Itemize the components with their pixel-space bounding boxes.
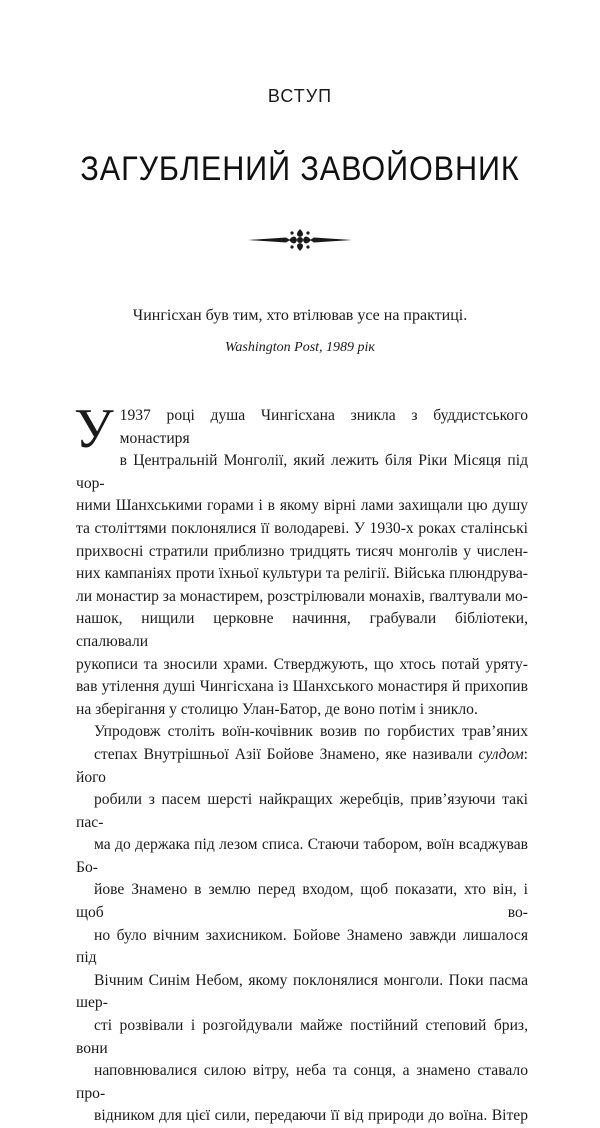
fleuron-ornament-icon	[246, 226, 354, 254]
text-line: робили з пасем шерсті найкращих жеребців, прив’язуючи такі пас-	[76, 791, 528, 831]
text-segment: степах Внутрішньої Азії Бойове Знамено, яке називали	[94, 745, 479, 763]
text-line: Упродовж століть воїн-кочівник возив по горбистих трав’яних	[94, 723, 528, 741]
text-line: ма до держака під лезом списа. Стаючи табором, воїн всаджував Бо-	[76, 836, 528, 876]
text-segment: : його	[76, 745, 528, 786]
section-label: ВСТУП	[267, 86, 333, 106]
text-line: прихвосні стратили приблизно тридцять тисяч монголів у числен-	[76, 542, 528, 560]
text-line: наповнювалися силою вітру, неба та сонця, а знамено ставало про-	[76, 1062, 528, 1102]
epigraph-quote: Чингісхан був тим, хто втілював усе на практиці.	[132, 307, 468, 324]
text-line: рукописи та зносили храми. Стверджують, що хтось потай урятy-	[76, 655, 528, 673]
drop-cap: У	[74, 398, 114, 460]
text-line: на зберігання у столицю Улан-Батор, де воно потім і зникло.	[76, 700, 478, 718]
paragraph-1	[74, 398, 528, 721]
body-text	[74, 398, 528, 1128]
text-line: но було вічним захисником. Бойове Знамено завжди лишалося під	[76, 926, 528, 967]
text-line: в Центральній Монголії, який лежить біля Ріки Місяця під чор-	[76, 452, 528, 492]
text-line	[76, 744, 528, 789]
text-line: нашок, нищили церковне начиння, грабували бібліотеки, спалювали	[76, 610, 528, 650]
paragraph-2	[76, 721, 528, 1128]
text-line: сті розвівали і розгойдували майже постійний степовий бриз, вони	[76, 1017, 528, 1057]
italic-term: сулдом	[478, 745, 524, 763]
text-line: 1937 році душа Чингісхана зникла з буддистського монастиря	[119, 407, 528, 447]
text-line: ними Шанхськими горами і в якому вірні лами захищали цю душу	[76, 497, 528, 515]
epigraph-source: Washington Post, 1989 рік	[225, 340, 375, 355]
text-line: них кампаніях проти їхньої культури та релігії. Війська плюндрува-	[76, 565, 528, 583]
chapter-title: ЗАГУБЛЕНИЙ ЗАВОЙОВНИК	[80, 150, 520, 188]
text-line: вав утілення душі Чингісхана із Шанхського монастиря й прихопив	[76, 678, 528, 696]
text-line: ли монастир за монастирем, розстрілювали монахів, ґвалтували мо-	[76, 587, 528, 605]
text-line: йове Знамено в землю перед входом, щоб показати, хто він, і щоб во-	[76, 881, 528, 922]
text-line: Вічним Синім Небом, якому поклонялися монголи. Поки пасма шер-	[76, 971, 528, 1012]
text-line: відником для цієї сили, передаючи її від природи до воїна. Вітер	[94, 1107, 528, 1125]
text-line: та століттями поклонялися її володареві. У 1930-х роках сталінські	[76, 519, 528, 537]
